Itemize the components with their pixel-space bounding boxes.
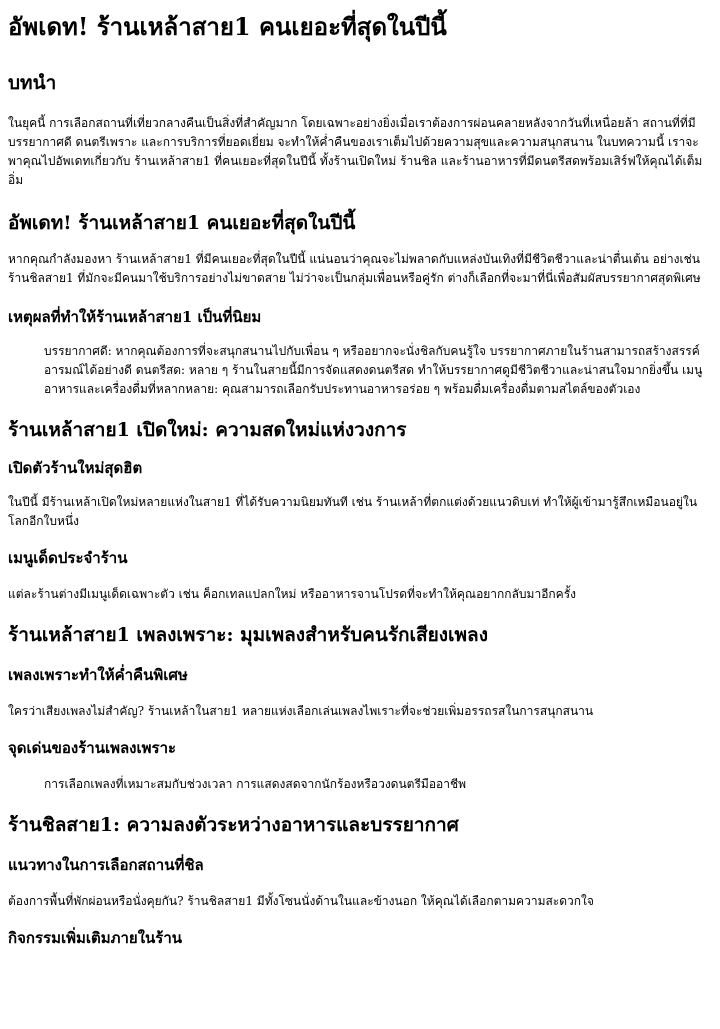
update-heading: อัพเดท! ร้านเหล้าสาย1 คนเยอะที่สุดในปีนี้ <box>8 212 356 234</box>
popularity-reasons-heading: เหตุผลที่ทำให้ร้านเหล้าสาย1 เป็นที่นิยม <box>8 308 262 326</box>
chill-sub1-heading: แนวทางในการเลือกสถานที่ชิล <box>8 856 204 874</box>
new-open-sub1-paragraph: ในปีนี้ มีร้านเหล้าเปิดใหม่หลายแห่งในสาย1 ที่ได้รับความนิยมทันที เช่น ร้านเหล้าที่ตกแต่งด้วยแนวดิบเท่ ทำให้ผู้เข้ามารู้สึกเหมือนอยู่ในโลกอีกใบหนึ่ง <box>8 495 698 528</box>
music-sub2-paragraph: การเลือกเพลงที่เหมาะสมกับช่วงเวลา การแสดงสดจากนักร้องหรือวงดนตรีมืออาชีพ <box>44 777 467 791</box>
update-paragraph: หากคุณกำลังมองหา ร้านเหล้าสาย1 ที่มีคนเยอะที่สุดในปีนี้ แน่นอนว่าคุณจะไม่พลาดกับแหล่งบันเทิงที่มีชีวิตชีวาและน่าตื่นเต้น อย่างเช่น ร้านชิลสาย1 ที่มักจะมีคนมาใช้บริการอย่างไม่ขาดสาย ไม่ว่าจะเป็นกลุ่มเพื่อนหรือคู่รัก ต่างก็เลือกที่จะมาที่นี่เพื่อสัมผัสบรรยากาศสุดพิเศษ <box>8 252 701 285</box>
page-title: อัพเดท! ร้านเหล้าสาย1 คนเยอะที่สุดในปีนี้ <box>8 12 447 41</box>
chill-sub1-paragraph: ต้องการพื้นที่พักผ่อนหรือนั่งคุยกัน? ร้านชิลสาย1 มีทั้งโซนนั่งด้านในและข้างนอก ให้คุณได้เลือกตามความสะดวกใจ <box>8 894 594 908</box>
intro-heading: บทนำ <box>8 72 57 94</box>
music-sub2-heading: จุดเด่นของร้านเพลงเพราะ <box>8 739 177 757</box>
new-open-heading: ร้านเหล้าสาย1 เปิดใหม่: ความสดใหม่แห่งวงการ <box>8 419 407 441</box>
music-heading: ร้านเหล้าสาย1 เพลงเพราะ: มุมเพลงสำหรับคนรักเสียงเพลง <box>8 624 488 646</box>
chill-heading: ร้านชิลสาย1: ความลงตัวระหว่างอาหารและบรรยากาศ <box>8 814 459 836</box>
new-open-sub2-heading: เมนูเด็ดประจำร้าน <box>8 549 128 567</box>
article <box>0 12 720 949</box>
intro-paragraph: ในยุคนี้ การเลือกสถานที่เที่ยวกลางคืนเป็นสิ่งที่สำคัญมาก โดยเฉพาะอย่างยิ่งเมื่อเราต้องการผ่อนคลายหลังจากวันที่เหนื่อยล้า สถานที่ที่มีบรรยากาศดี ดนตรีเพราะ และการบริการที่ยอดเยี่ยม จะทำให้ค่ำคืนของเราเต็มไปด้วยความสุขและความสนุกสนาน ในบทความนี้ เราจะพาคุณไปอัพเดทเกี่ยวกับ ร้านเหล้าสาย1 ที่คนเยอะที่สุดในปีนี้ ทั้งร้านเปิดใหม่ ร้านชิล และร้านอาหารที่มีดนตรีสดพร้อมเสิร์ฟให้คุณได้เต็มอิ่ม <box>8 116 703 187</box>
music-sub1-heading: เพลงเพราะทำให้ค่ำคืนพิเศษ <box>8 666 188 684</box>
new-open-sub2-paragraph: แต่ละร้านต่างมีเมนูเด็ดเฉพาะตัว เช่น ค็อกเทลแปลกใหม่ หรืออาหารจานโปรดที่จะทำให้คุณอยากกลับมาอีกครั้ง <box>8 587 576 601</box>
new-open-sub1-heading: เปิดตัวร้านใหม่สุดฮิต <box>8 459 143 477</box>
music-sub1-paragraph: ใครว่าเสียงเพลงไม่สำคัญ? ร้านเหล้าในสาย1 หลายแห่งเลือกเล่นเพลงไพเราะที่จะช่วยเพิ่มอรรถรสในการสนุกสนาน <box>8 704 594 718</box>
popularity-reasons-paragraph: บรรยากาศดี: หากคุณต้องการที่จะสนุกสนานไปกับเพื่อน ๆ หรืออยากจะนั่งชิลกับคนรู้ใจ บรรยากาศภายในร้านสามารถสร้างสรรค์อารมณ์ได้อย่างดี ดนตรีสด: หลาย ๆ ร้านในสายนี้มีการจัดแสดงดนตรีสด ทำให้บรรยากาศดูมีชีวิตชีวาและน่าสนใจมากยิ่งขึ้น เมนูอาหารและเครื่องดื่มที่หลากหลาย: คุณสามารถเลือกรับประทานอาหารอร่อย ๆ พร้อมดื่มเครื่องดื่มตามสไตล์ของตัวเอง <box>44 344 703 396</box>
chill-sub2-heading: กิจกรรมเพิ่มเติมภายในร้าน <box>8 929 183 947</box>
